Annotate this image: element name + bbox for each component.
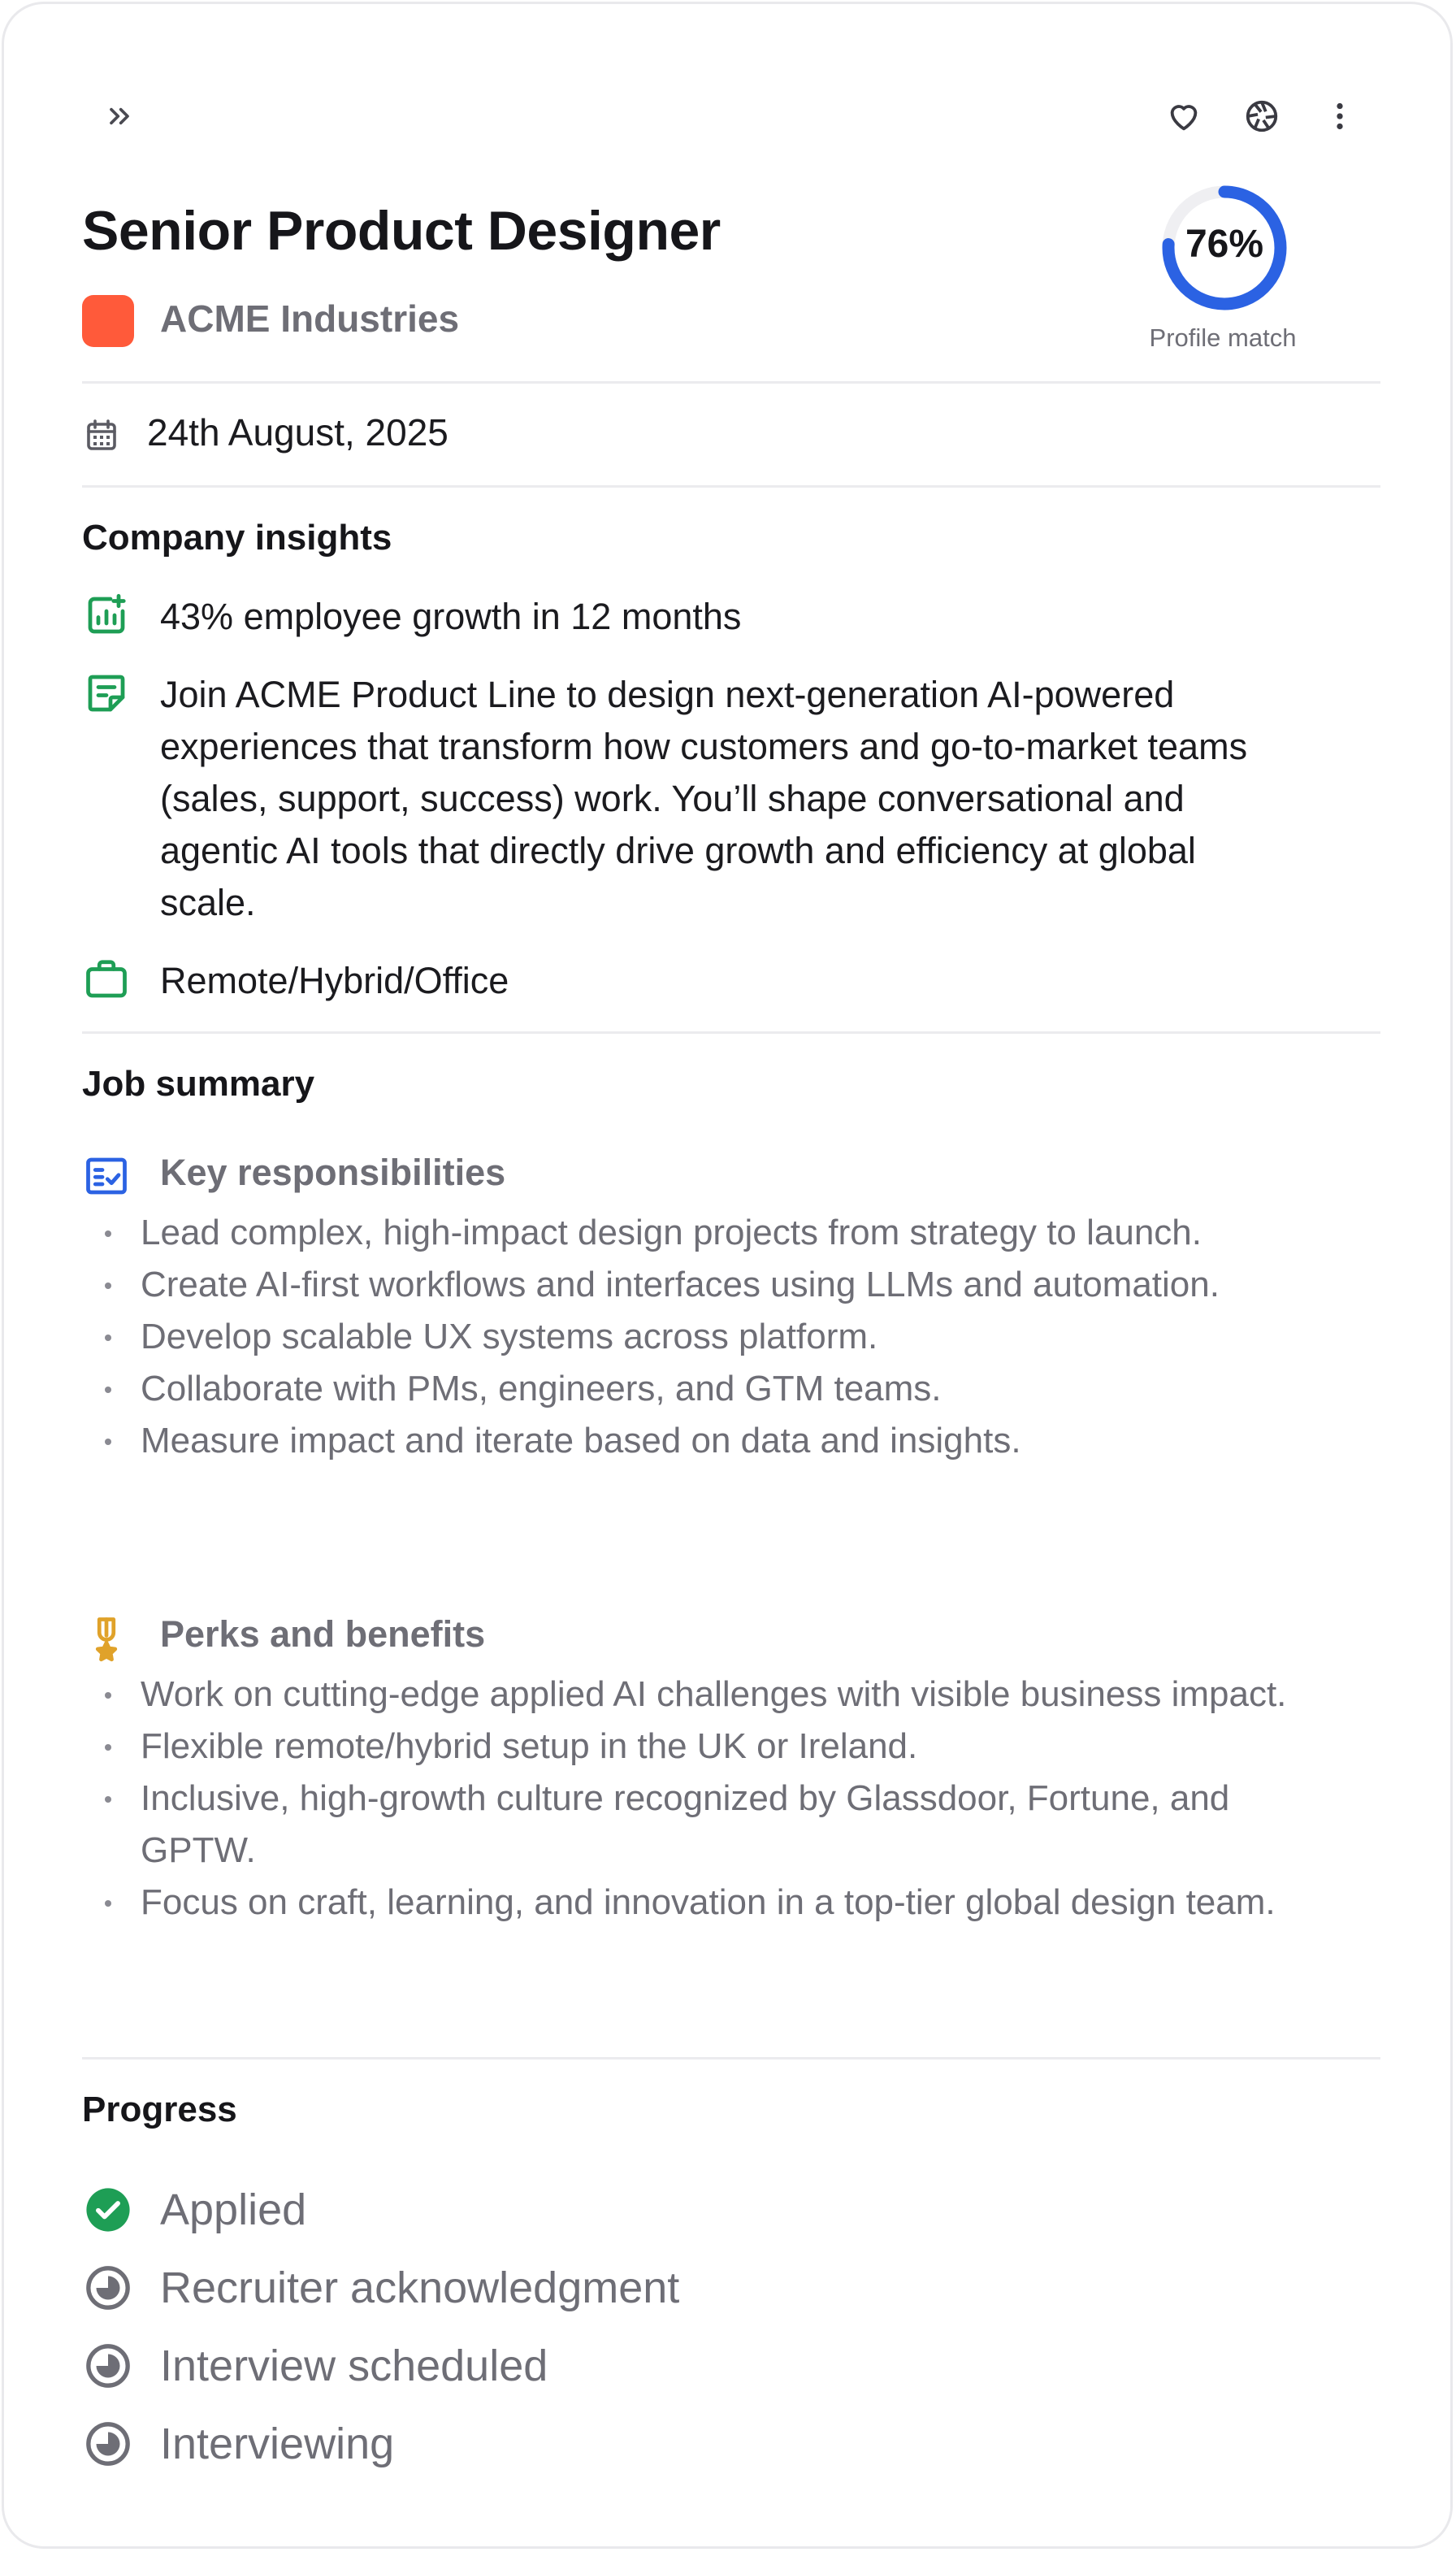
progress-heading: Progress	[82, 2090, 237, 2129]
perks-heading: Perks and benefits	[160, 1613, 486, 1655]
calendar-icon	[82, 416, 121, 455]
progress-step-label: Interview scheduled	[160, 2342, 548, 2390]
pending-circle-icon	[82, 2340, 134, 2392]
posted-date: 24th August, 2025	[147, 411, 448, 454]
progress-step-recruiter-acknowledgment	[82, 2262, 679, 2314]
divider	[82, 1031, 1380, 1034]
progress-step-label: Recruiter acknowledgment	[160, 2263, 680, 2312]
double-chevron-right-icon[interactable]	[93, 90, 145, 142]
insight-description-line: (sales, support, success) work. You’ll shape conversational and	[160, 778, 1185, 819]
divider	[82, 485, 1380, 488]
list-item: Lead complex, high-impact design projects from strategy to launch.	[82, 1207, 1252, 1259]
award-medal-icon	[82, 1613, 131, 1662]
progress-step-label: Interviewing	[160, 2420, 395, 2468]
list-item: Work on cutting-edge applied AI challenges with visible business impact.	[82, 1669, 1333, 1721]
company-insights-heading: Company insights	[82, 518, 392, 558]
progress-step-label: Applied	[160, 2185, 307, 2234]
progress-step-interview-scheduled	[82, 2340, 548, 2392]
list-item: Focus on craft, learning, and innovation in a top-tier global design team.	[82, 1877, 1333, 1929]
responsibilities-heading: Key responsibilities	[160, 1152, 506, 1193]
progress-step-interviewing	[82, 2418, 394, 2470]
list-item: Collaborate with PMs, engineers, and GTM teams.	[82, 1363, 1252, 1415]
insight-description	[160, 669, 1387, 929]
list-item: Create AI-first workflows and interfaces using LLMs and automation.	[82, 1259, 1252, 1311]
note-icon	[82, 669, 131, 718]
profile-match-ring	[1158, 181, 1291, 315]
perks-list	[82, 1669, 1333, 1929]
work-location-text: Remote/Hybrid/Office	[160, 960, 509, 1001]
checklist-icon	[82, 1152, 131, 1200]
job-detail-card	[2, 2, 1453, 2549]
chart-growth-icon	[82, 591, 131, 640]
progress-step-applied	[82, 2184, 306, 2236]
list-item: Measure impact and iterate based on data and insights.	[82, 1415, 1252, 1467]
insight-description-line: scale.	[160, 882, 256, 923]
list-item: Develop scalable UX systems across platform.	[82, 1311, 1252, 1363]
aperture-icon[interactable]	[1236, 90, 1288, 142]
heart-icon[interactable]	[1158, 90, 1210, 142]
company-logo	[82, 295, 134, 347]
briefcase-icon	[82, 955, 131, 1004]
insight-description-line: agentic AI tools that directly drive growth and efficiency at global	[160, 830, 1196, 871]
job-summary-heading: Job summary	[82, 1064, 315, 1104]
pending-circle-icon	[82, 2418, 134, 2470]
divider	[82, 2057, 1380, 2059]
more-vertical-icon[interactable]	[1314, 90, 1366, 142]
list-item: Flexible remote/hybrid setup in the UK or Ireland.	[82, 1721, 1333, 1773]
insight-description-line: Join ACME Product Line to design next-generation AI-powered	[160, 674, 1175, 715]
insight-description-line: experiences that transform how customers and go-to-market teams	[160, 726, 1248, 767]
profile-match-percent: 76%	[1185, 223, 1264, 266]
list-item: Inclusive, high-growth culture recognized by Glassdoor, Fortune, and GPTW.	[82, 1773, 1333, 1877]
job-title: Senior Product Designer	[82, 200, 721, 262]
company-name[interactable]: ACME Industries	[160, 297, 460, 340]
responsibilities-list	[82, 1207, 1252, 1467]
divider	[82, 381, 1380, 384]
profile-match-label: Profile match	[1149, 323, 1297, 352]
pending-circle-icon	[82, 2262, 134, 2314]
insight-growth-text: 43% employee growth in 12 months	[160, 596, 742, 637]
check-circle-icon	[82, 2184, 134, 2236]
